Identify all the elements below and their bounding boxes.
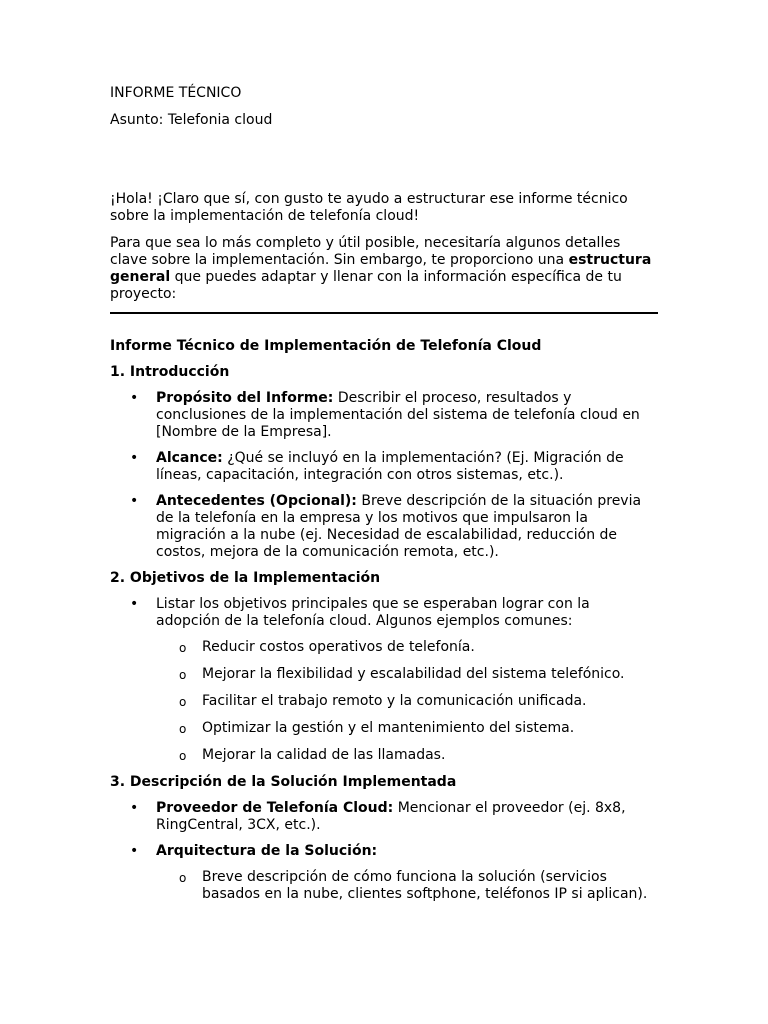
report-title: Informe Técnico de Implementación de Telefonía Cloud [110,338,542,354]
sub-bullet-icon: o [179,695,187,709]
list-item-label: Alcance: [156,450,223,466]
bullet-icon: • [130,450,139,466]
section-heading: 1. Introducción [110,364,230,380]
document-subject: Asunto: Telefonia cloud [110,112,273,128]
list-item [110,596,658,764]
list-item-body: Listar los objetivos principales que se esperaban lograr con la adopción de la telefonía cloud. Algunos ejemplos comunes: [156,596,590,629]
intro-paragraph-2-text-a: Para que sea lo más completo y útil posible, necesitaría algunos detalles clave sobre la implementación. Sin embargo, te proporciono una [110,235,621,268]
bullet-icon: • [130,390,139,406]
sub-list-item [156,747,658,764]
sub-list-item [156,720,658,737]
intro-paragraph-2-text-b: que puedes adaptar y llenar con la información específica de tu proyecto: [110,269,622,302]
bullet-list [110,800,658,903]
bullet-list [110,596,658,764]
list-item-body: Mencionar el proveedor (ej. 8x8, RingCentral, 3CX, etc.). [156,800,626,833]
list-item-text [156,450,658,484]
sub-list-item [156,693,658,710]
list-item-label: Antecedentes (Opcional): [156,493,357,509]
section-heading: 3. Descripción de la Solución Implementada [110,774,457,790]
list-item [110,390,658,441]
bullet-icon: • [130,843,139,859]
sub-bullet-icon: o [179,871,187,885]
list-item [110,800,658,834]
list-item [110,843,658,903]
sub-list-item [156,869,658,903]
intro-paragraph-2 [110,235,658,303]
sub-list-item-text: Facilitar el trabajo remoto y la comunicación unificada. [202,693,587,709]
list-item-text [156,390,658,441]
intro-paragraph-2-bold: estructura general [110,252,652,285]
sub-list-item-text: Breve descripción de cómo funciona la solución (servicios basados en la nube, clientes softphone, teléfonos IP si aplican). [202,869,648,902]
list-item-text [156,843,658,860]
sub-list-item-text: Reducir costos operativos de telefonía. [202,639,475,655]
list-item-text [156,493,658,561]
sub-list-item-text: Mejorar la flexibilidad y escalabilidad del sistema telefónico. [202,666,625,682]
list-item-body: Describir el proceso, resultados y conclusiones de la implementación del sistema de telefonía cloud en [Nombre de la Empresa]. [156,390,640,440]
sub-list-item-text: Optimizar la gestión y el mantenimiento del sistema. [202,720,575,736]
list-item [110,450,658,484]
horizontal-rule [110,312,658,314]
sub-list-item [156,639,658,656]
list-item-text [156,800,658,834]
list-item-body: ¿Qué se incluyó en la implementación? (Ej. Migración de líneas, capacitación, integración con otros sistemas, etc.). [156,450,624,483]
list-item-label: Proveedor de Telefonía Cloud: [156,800,394,816]
sub-bullet-icon: o [179,668,187,682]
sub-bullet-list [156,639,658,764]
bullet-icon: • [130,493,139,509]
sub-list-item-text: Mejorar la calidad de las llamadas. [202,747,446,763]
list-item-body: Breve descripción de la situación previa de la telefonía en la empresa y los motivos que impulsaron la migración a la nube (ej. Necesidad de escalabilidad, reducción de costos, mejora de la comunicación remota, etc.). [156,493,642,560]
sub-bullet-icon: o [179,722,187,736]
section-heading: 2. Objetivos de la Implementación [110,570,381,586]
sub-bullet-icon: o [179,749,187,763]
list-item-text [156,596,658,630]
sub-list-item [156,666,658,683]
bullet-list [110,390,658,561]
sub-bullet-icon: o [179,641,187,655]
report-sections [110,364,658,903]
report-content [110,338,658,913]
list-item-label: Propósito del Informe: [156,390,334,406]
list-item-label: Arquitectura de la Solución: [156,843,378,859]
list-item [110,493,658,561]
bullet-icon: • [130,800,139,816]
sub-bullet-list [156,869,658,903]
bullet-icon: • [130,596,139,612]
document-title: INFORME TÉCNICO [110,85,242,101]
intro-paragraph-1: ¡Hola! ¡Claro que sí, con gusto te ayudo a estructurar ese informe técnico sobre la implementación de telefonía cloud! [110,191,628,224]
